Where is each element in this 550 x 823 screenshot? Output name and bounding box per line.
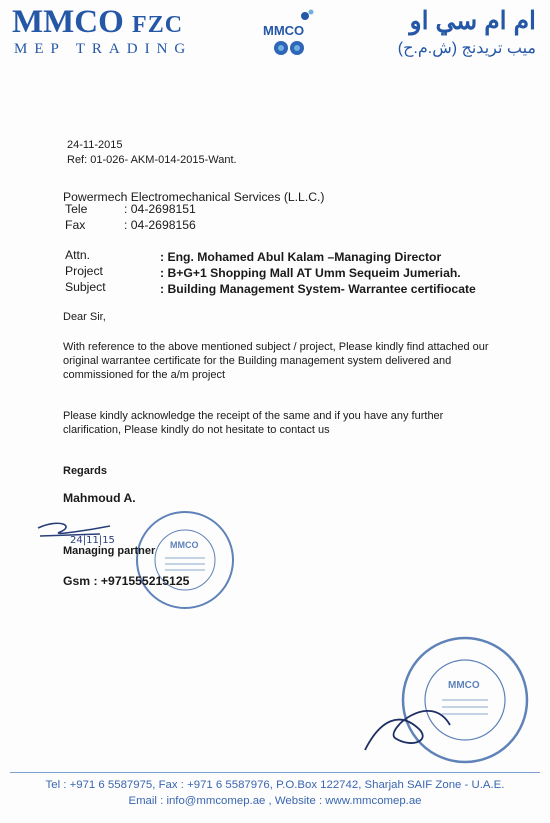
attn-value: : Eng. Mohamed Abul Kalam –Managing Director	[160, 250, 442, 264]
project-value: : B+G+1 Shopping Mall AT Umm Sequeim Jumeriah.	[160, 266, 461, 280]
stamp2-center: MMCO	[448, 680, 480, 691]
attn-label: Attn.	[65, 248, 91, 262]
tele-label: Tele	[65, 202, 88, 216]
brand-sub: MEP TRADING	[14, 41, 193, 57]
signer-name: Mahmoud A.	[63, 491, 136, 505]
brand-logo-text	[12, 4, 192, 58]
gsm: Gsm : +971555215125	[63, 574, 190, 588]
project-label: Project	[65, 264, 103, 278]
brand-fzc: FZC	[132, 12, 184, 38]
letter-ref: Ref: 01-026- AKM-014-2015-Want.	[67, 154, 237, 166]
arabic-company-name: ام ام سي او	[409, 7, 536, 35]
para1-line1: With reference to the above mentioned subject / project, Please kindly find attached our	[63, 341, 489, 353]
para2-line1: Please kindly acknowledge the receipt of the same and if you have any further	[63, 410, 444, 422]
company-logo-icon	[259, 4, 323, 64]
para2-line2: clarification, Please kindly do not hesitate to contact us	[63, 424, 330, 436]
recipient-name: Powermech Electromechanical Services (L.L.C.)	[63, 190, 325, 204]
signer-title: Managing partner	[63, 545, 156, 557]
paragraph-2	[63, 409, 523, 437]
para1-line3: commissioned for the a/m project	[63, 369, 226, 381]
footer-divider	[10, 772, 540, 773]
handwritten-date: 24|11|15	[70, 535, 115, 546]
arabic-company-sub: ميب تريدنج (ش.م.ح)	[397, 40, 536, 57]
footer-web: Email : info@mmcomep.ae , Website : www.mmcomep.ae	[128, 795, 422, 807]
brand-main: MMCO	[12, 4, 124, 40]
company-stamp-2	[360, 630, 535, 770]
stamp1-center: MMCO	[170, 540, 199, 550]
regards: Regards	[63, 465, 108, 477]
subject-label: Subject	[65, 280, 106, 294]
fax-value: : 04-2698156	[124, 218, 196, 232]
letter-date: 24-11-2015	[67, 139, 123, 151]
footer-contact: Tel : +971 6 5587975, Fax : +971 6 5587976, P.O.Box 122742, Sharjah SAIF Zone - U.A.E.	[45, 779, 505, 791]
para1-line2: original warrantee certificate for the Building management system delivered and	[63, 355, 452, 367]
tele-value: : 04-2698151	[124, 202, 196, 216]
paragraph-1	[63, 340, 523, 382]
salutation: Dear Sir,	[63, 311, 106, 323]
fax-label: Fax	[65, 218, 86, 232]
logo-text: MMCO	[263, 23, 305, 38]
subject-value: : Building Management System- Warrantee certifiocate	[160, 282, 476, 296]
signature-stamp-1	[30, 508, 250, 618]
